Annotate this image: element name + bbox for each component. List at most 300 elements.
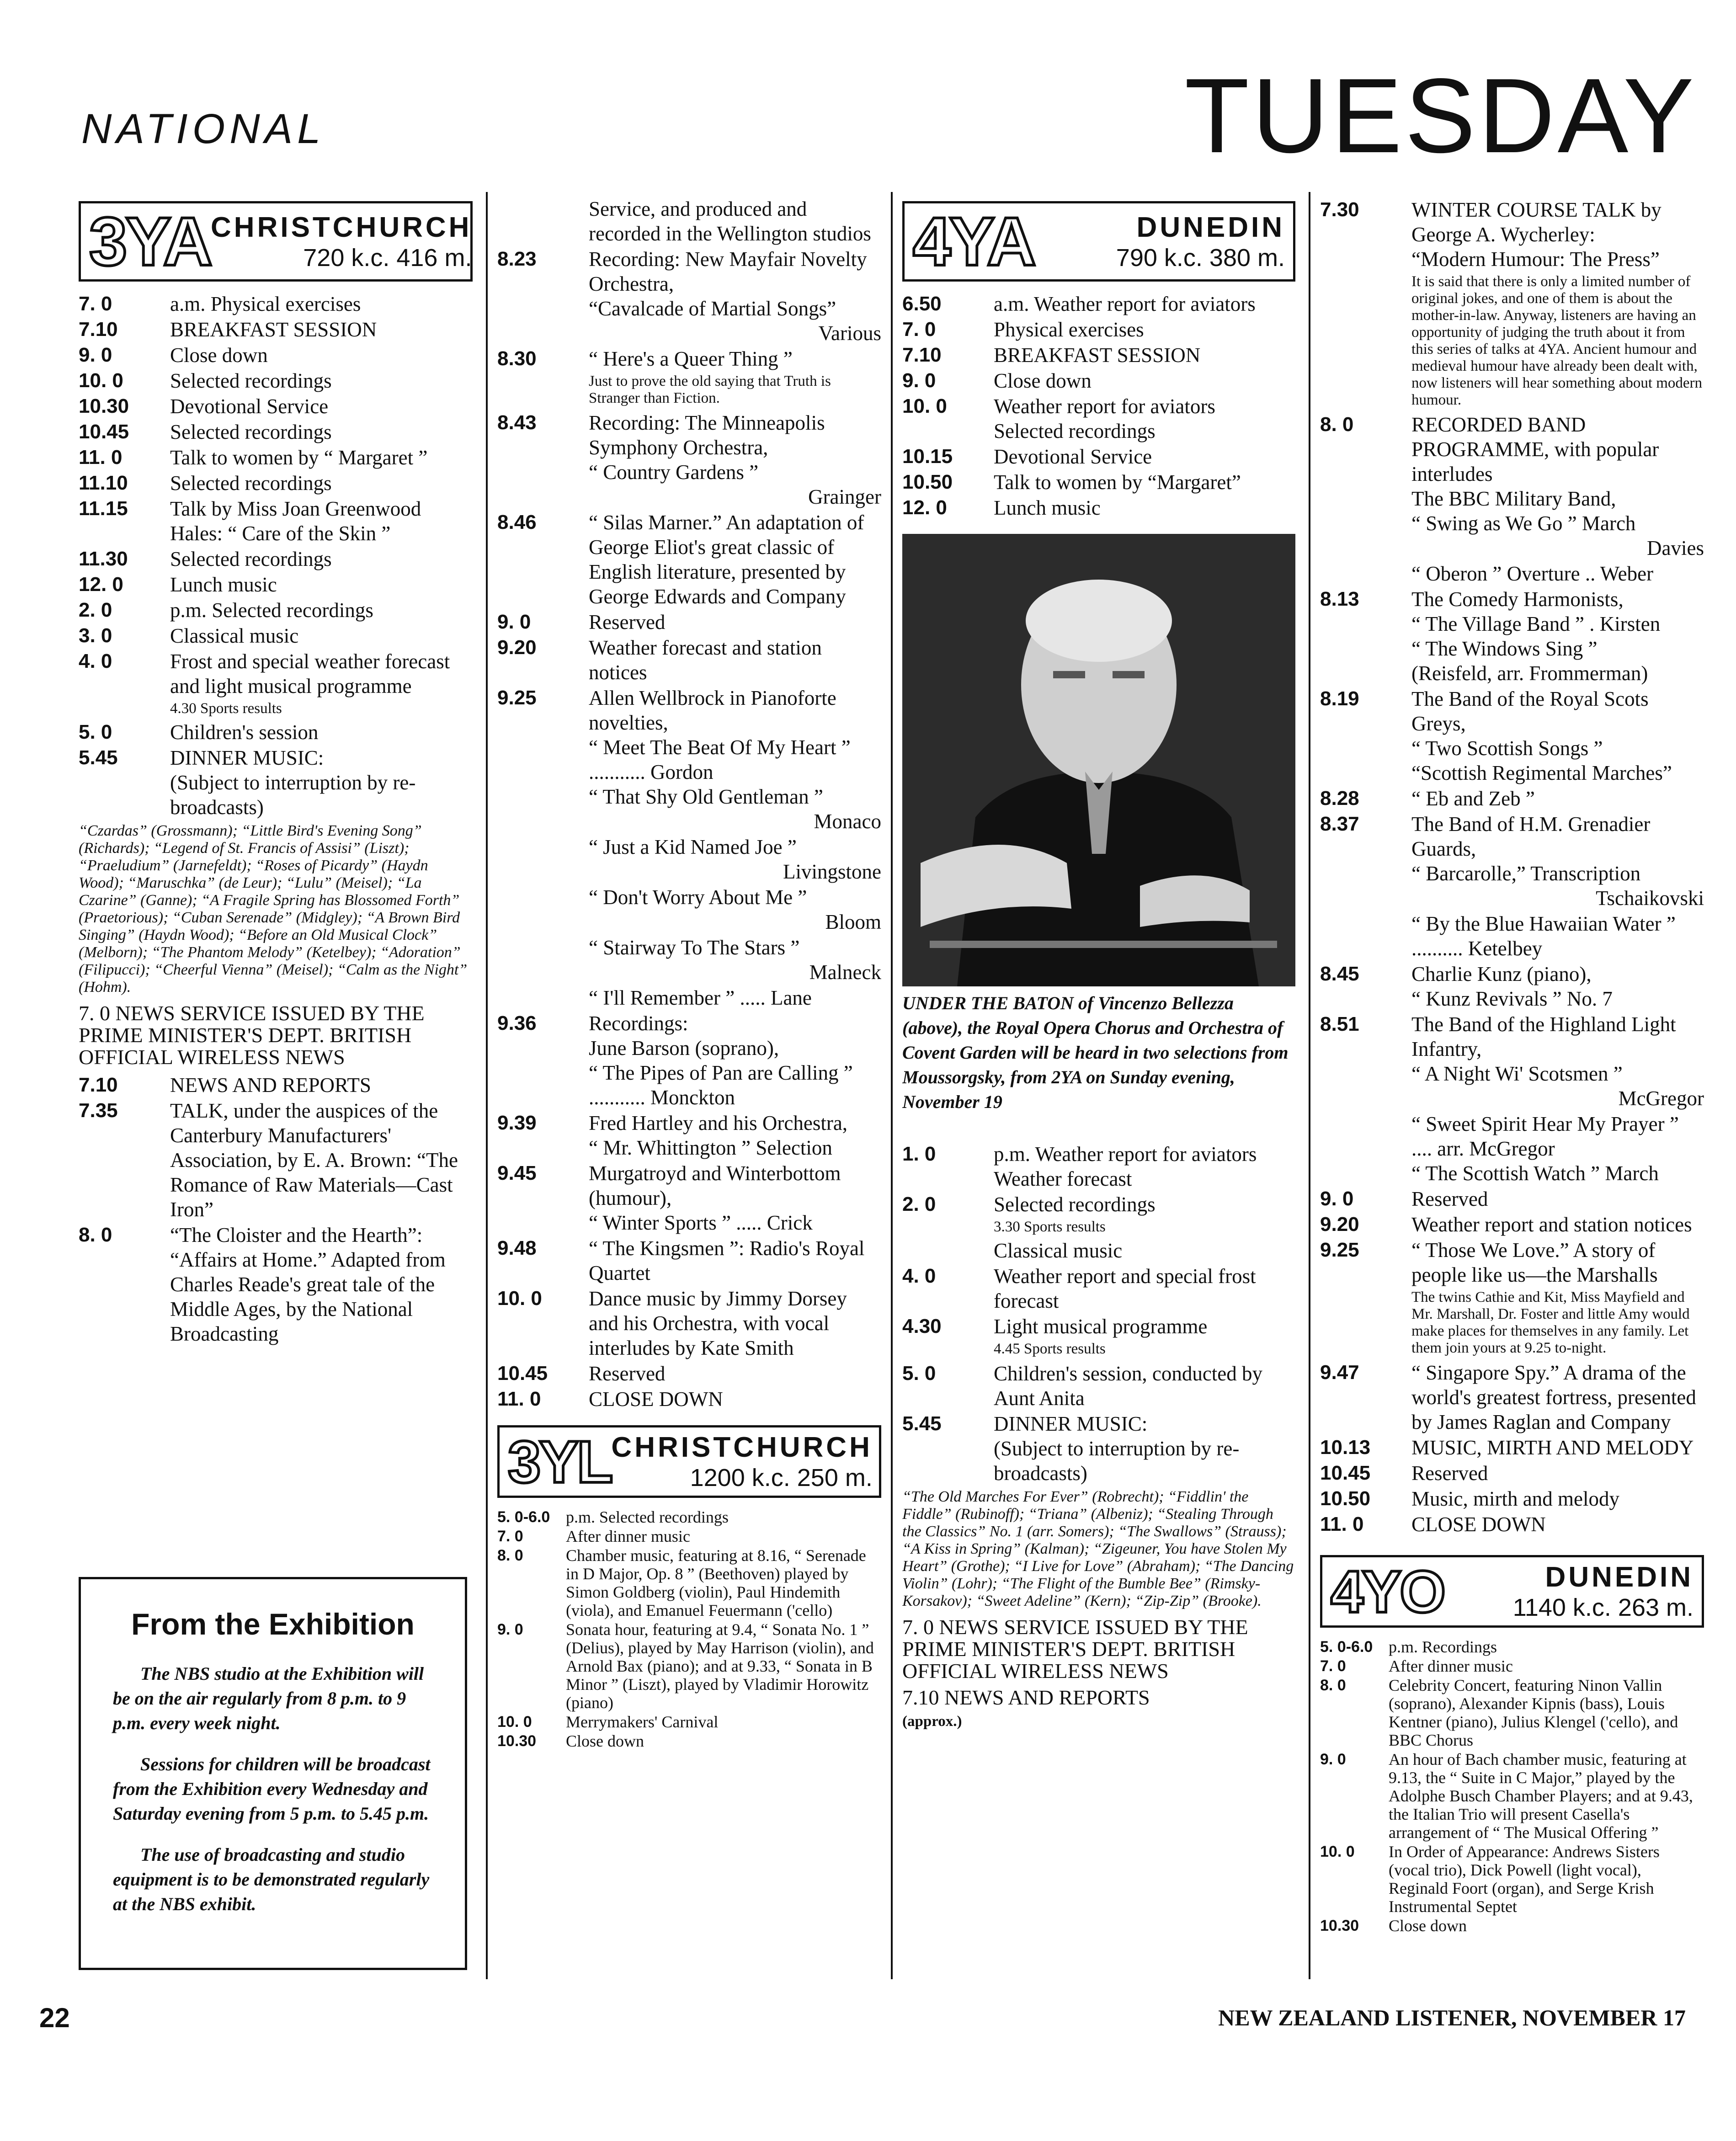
programme-item <box>1389 1676 1704 1749</box>
programme-entry <box>79 547 473 571</box>
programme-title: Allen Wellbrock in Pianoforte novelties, “ Meet The Beat Of My Heart ” ........... Gordon “ That Shy Old Gentleman ” <box>589 687 851 808</box>
programme-entry <box>1320 1360 1704 1434</box>
programme-entry <box>1320 786 1704 811</box>
programme-title: “ By the Blue Hawaiian Water ” .......... Ketelbey <box>1411 912 1676 960</box>
programme-title: Classical music <box>170 624 299 647</box>
programme-time: 9.36 <box>497 1012 537 1034</box>
programme-item <box>170 720 473 745</box>
programme-title: Selected recordings <box>170 548 332 570</box>
programme-item <box>1389 1917 1704 1935</box>
programme-title: TALK, under the auspices of the Canterbury Manufacturers' Association, by E. A. Brown: “The Romance of Raw Materials—Cast Iron” <box>170 1099 458 1221</box>
programme-continuation: Service, and produced and recorded in the Wellington studios <box>589 197 871 245</box>
programme-time: 7.10 <box>79 318 118 341</box>
programme-item <box>170 292 473 316</box>
programme-item <box>1411 1238 1704 1359</box>
programme-note: It is said that there is only a limited number of original jokes, and one of them is about the mother-in-law. Anyway, listeners are having an opportunity of judging the truth about it from this series of talks at 4YA. Ancient humour and medieval humour have already been dealt with, now listeners will hear something about modern humour. <box>1411 273 1703 408</box>
programme-entry <box>1320 1843 1704 1916</box>
programme-item <box>589 510 881 609</box>
programme-time: 11.15 <box>79 497 128 520</box>
station-logo: 3YA <box>89 203 211 280</box>
programme-title: “ Just a Kid Named Joe ” <box>589 836 797 858</box>
programme-title: Classical music <box>994 1239 1123 1262</box>
programme-time: 11.10 <box>79 472 128 494</box>
programme-time: 9.20 <box>1320 1213 1359 1236</box>
programme-item <box>170 420 473 444</box>
programme-entry <box>1320 561 1704 586</box>
programme-title: DINNER MUSIC: (Subject to interruption by re-broadcasts) <box>994 1412 1240 1485</box>
programme-item <box>1389 1638 1704 1656</box>
programme-title: “ Singapore Spy.” A drama of the world's greatest fortress, presented by James Raglan and Company <box>1411 1361 1696 1433</box>
programme-title: Weather report and special frost forecast <box>994 1265 1256 1312</box>
programme-entry <box>1320 1638 1704 1656</box>
programme-item <box>589 1236 881 1285</box>
programme-title: Talk by Miss Joan Greenwood Hales: “ Care of the Skin ” <box>170 497 421 545</box>
programme-item <box>994 394 1295 443</box>
programme-entry <box>79 420 473 444</box>
programme-time: 7.30 <box>1320 198 1359 221</box>
programme-title: “ Silas Marner.” An adaptation of George Eliot's great classic of English literature, presented by George Edwards and Company <box>589 511 864 608</box>
programme-time <box>497 885 589 934</box>
programme-item <box>1411 687 1704 785</box>
programme-entry <box>79 394 473 419</box>
programme-item <box>589 1161 881 1235</box>
dinner-music-list: “The Old Marches For Ever” (Robrecht); “Fiddlin' the Fiddle” (Rubinoff); “Triana” (Albeniz); “Stealing Through the Classics” No. 1 (arr. Somers); “The Swallows” (Strauss); “A Kiss in Spring” (Kalman); “Zigeuner, You have Stolen My Heart” (Grothe); “I Live for Love” (Abraham); “The Dancing Violin” (Lohr); “The Flight of the Bumble Bee” (Rimsky-Korsakov); “Sweet Adeline” (Kern); “Zip-Zip” (Brooke). <box>902 1488 1294 1609</box>
programme-time: 9. 0 <box>902 369 936 392</box>
programme-composer: Monaco <box>814 810 881 833</box>
programme-time: 8.28 <box>1320 787 1359 810</box>
programme-item <box>170 496 473 546</box>
programme-entry <box>79 746 473 820</box>
programme-time: 2. 0 <box>902 1193 936 1215</box>
programme-title: “ Eb and Zeb ” <box>1411 787 1535 810</box>
programme-title: “ Oberon ” Overture .. Weber <box>1411 562 1654 585</box>
programme-item <box>1411 1486 1704 1511</box>
programme-title: Weather forecast and station notices <box>589 636 822 684</box>
column-4ya <box>902 197 1295 1979</box>
programme-entry <box>1320 1461 1704 1486</box>
programme-item <box>1411 561 1704 586</box>
programme-title: Fred Hartley and his Orchestra, “ Mr. Whittington ” Selection <box>589 1112 848 1159</box>
programme-title: Close down <box>994 369 1092 392</box>
programme-title: “ Here's a Queer Thing ” <box>589 347 793 370</box>
programme-title: Physical exercises <box>994 318 1144 341</box>
programme-item <box>589 410 881 509</box>
programme-time: 9.25 <box>1320 1239 1359 1261</box>
programme-entry <box>497 346 881 410</box>
news-reports: 7.10 NEWS AND REPORTS <box>902 1686 1150 1709</box>
programme-time: 10. 0 <box>497 1713 532 1731</box>
programme-entry <box>1320 687 1704 785</box>
programme-entry <box>1320 1212 1704 1237</box>
column-3ya-continued <box>497 197 881 1979</box>
column-3ya <box>79 197 473 1572</box>
programme-entry <box>497 1620 881 1712</box>
station-header-3yl <box>497 1425 881 1498</box>
programme-item <box>589 1011 881 1110</box>
programme-item <box>170 471 473 495</box>
programme-title: “ Stairway To The Stars ” <box>589 936 800 959</box>
programme-title: Weather report for aviators Selected recordings <box>994 395 1215 442</box>
programme-item <box>170 649 473 698</box>
programme-entry <box>902 495 1295 520</box>
programme-item <box>589 1286 881 1360</box>
exhibition-box <box>79 1577 467 1970</box>
programme-item <box>994 317 1295 342</box>
programme-entry <box>497 1546 881 1619</box>
programme-time: 7.35 <box>79 1099 118 1122</box>
programme-entry <box>497 510 881 609</box>
programme-time: 7. 0 <box>79 293 112 315</box>
programme-time: 10.30 <box>1320 1917 1359 1934</box>
programme-title: p.m. Weather report for aviators Weather forecast <box>994 1143 1257 1190</box>
programme-time: 10.15 <box>902 445 953 468</box>
programme-item <box>566 1508 881 1526</box>
programme-entry <box>497 1236 881 1285</box>
programme-entry <box>497 1508 881 1526</box>
station-frequency: 720 k.c. 416 m. <box>303 244 472 272</box>
programme-title: BREAKFAST SESSION <box>994 344 1201 367</box>
programme-time: 10. 0 <box>497 1287 542 1310</box>
programme-time: 10.30 <box>497 1732 537 1750</box>
programme-list <box>79 292 473 698</box>
programme-entry <box>497 1111 881 1160</box>
programme-time: 1. 0 <box>902 1143 936 1165</box>
column-divider <box>891 192 893 1979</box>
programme-composer: Tschaikovski <box>1596 887 1704 910</box>
programme-list <box>902 292 1295 520</box>
programme-entry <box>1320 197 1704 411</box>
programme-title: CLOSE DOWN <box>1411 1513 1546 1536</box>
programme-item <box>1411 587 1704 686</box>
column-divider <box>1309 192 1310 1979</box>
programme-time: 8.19 <box>1320 687 1359 710</box>
programme-entry <box>79 445 473 470</box>
programme-list <box>79 720 473 820</box>
programme-item <box>589 610 881 634</box>
programme-time: 11. 0 <box>1320 1513 1364 1535</box>
programme-entry <box>902 1361 1295 1411</box>
programme-entry <box>79 471 473 495</box>
programme-entry <box>79 623 473 648</box>
programme-title: Frost and special weather forecast and light musical programme <box>170 650 450 698</box>
programme-entry <box>497 635 881 685</box>
programme-title: Weather report and station notices <box>1411 1213 1692 1236</box>
programme-title: a.m. Weather report for aviators <box>994 293 1256 315</box>
station-city: DUNEDIN <box>1545 1561 1693 1593</box>
station-logo: 4YO <box>1331 1558 1444 1625</box>
programme-item <box>170 1098 473 1222</box>
programme-title: Recording: New Mayfair Novelty Orchestra, “Cavalcade of Martial Songs” <box>589 248 867 320</box>
programme-item <box>589 985 881 1010</box>
programme-time: 8.45 <box>1320 963 1359 985</box>
programme-time <box>1320 561 1411 586</box>
programme-title: Chamber music, featuring at 8.16, “ Serenade in D Major, Op. 8 ” (Beethoven) played by Simon Goldberg (violin), Paul Hindemith (viola), and Emanuel Feuermann ('cello) <box>566 1546 866 1619</box>
exhibition-title: From the Exhibition <box>131 1607 415 1641</box>
programme-time: 8.43 <box>497 411 537 434</box>
programme-entry <box>1320 1917 1704 1935</box>
header-day-title: TUESDAY <box>1184 57 1697 175</box>
news-service: 7. 0 NEWS SERVICE ISSUED BY THE PRIME MINISTER'S DEPT. BRITISH OFFICIAL WIRELESS NEWS <box>902 1615 1248 1683</box>
programme-entry <box>902 1264 1295 1313</box>
programme-time: 12. 0 <box>902 496 947 519</box>
programme-title: BREAKFAST SESSION <box>170 318 377 341</box>
programme-time: 9. 0 <box>1320 1751 1346 1768</box>
programme-time: 9. 0 <box>497 611 531 633</box>
programme-time: 8.37 <box>1320 813 1359 835</box>
programme-entry <box>497 410 881 509</box>
programme-composer: McGregor <box>1618 1087 1704 1110</box>
programme-item <box>566 1527 881 1545</box>
programme-time: 2. 0 <box>79 599 112 621</box>
programme-title: Reserved <box>1411 1462 1488 1485</box>
programme-item <box>170 572 473 597</box>
programme-time: 9.48 <box>497 1237 537 1259</box>
programme-list <box>497 247 881 1411</box>
programme-item <box>1411 1012 1704 1111</box>
programme-entry <box>497 610 881 634</box>
programme-time <box>497 835 589 884</box>
programme-item <box>994 1314 1295 1360</box>
programme-item <box>994 1192 1295 1263</box>
programme-title: Charlie Kunz (piano), “ Kunz Revivals ” No. 7 <box>1411 963 1613 1010</box>
programme-entry <box>902 394 1295 443</box>
programme-time: 7.10 <box>902 344 942 366</box>
programme-item <box>589 935 881 985</box>
programme-entry <box>902 292 1295 316</box>
programme-title: Lunch music <box>994 496 1101 519</box>
programme-item <box>994 1411 1295 1486</box>
programme-entry <box>902 1192 1295 1263</box>
programme-title: Children's session <box>170 721 319 744</box>
programme-entry <box>1320 911 1704 961</box>
programme-time: 10.50 <box>1320 1487 1371 1510</box>
programme-title: Talk to women by “Margaret” <box>994 471 1241 494</box>
programme-item <box>170 598 473 623</box>
programme-item <box>994 495 1295 520</box>
programme-time <box>1320 1112 1411 1186</box>
programme-item <box>994 1361 1295 1411</box>
programme-title: After dinner music <box>566 1527 690 1545</box>
programme-entry <box>902 444 1295 469</box>
programme-entry <box>1320 962 1704 1011</box>
programme-entry <box>79 292 473 316</box>
programme-time: 8. 0 <box>1320 1677 1346 1694</box>
photo-caption: UNDER THE BATON of Vincenzo Bellezza (above), the Royal Opera Chorus and Orchestra of Covent Garden will be heard in two selections from Moussorgsky, from 2YA on Sunday evening, November 19 <box>902 993 1289 1112</box>
programme-title: Sonata hour, featuring at 9.4, “ Sonata No. 1 ” (Delius), played by May Harrison (violin), and Arnold Bax (piano); and at 9.33, “ Sonata in B Minor ” (Liszt), played by Vladimir Horowitz (piano) <box>566 1620 874 1712</box>
programme-item <box>1411 197 1704 411</box>
programme-entry <box>1320 587 1704 686</box>
programme-item <box>994 470 1295 495</box>
programme-entry <box>79 343 473 367</box>
programme-title: “ The Kingsmen ”: Radio's Royal Quartet <box>589 1237 865 1284</box>
conductor-photo <box>902 534 1295 986</box>
programme-entry <box>1320 1112 1704 1186</box>
programme-title: An hour of Bach chamber music, featuring at 9.13, the “ Suite in C Major,” played by the Adolphe Busch Chamber Players; and at 9.43, the Italian Trio will present Casella's arrangement of “ The Musical Offering ” <box>1389 1750 1693 1842</box>
programme-entry <box>902 343 1295 367</box>
news-service: 7. 0 NEWS SERVICE ISSUED BY THE PRIME MINISTER'S DEPT. BRITISH OFFICIAL WIRELESS NEWS <box>79 1001 425 1069</box>
programme-time: 9. 0 <box>79 344 112 366</box>
programme-list <box>79 1073 473 1346</box>
programme-time: 9.39 <box>497 1112 537 1134</box>
programme-time: 3. 0 <box>79 624 112 647</box>
programme-time: 5.45 <box>79 746 118 769</box>
programme-composer: Davies <box>1647 537 1704 559</box>
programme-item <box>1411 1187 1704 1211</box>
programme-entry <box>1320 1676 1704 1749</box>
programme-list <box>497 1508 881 1750</box>
programme-item <box>170 1073 473 1097</box>
programme-entry <box>902 317 1295 342</box>
programme-item <box>1411 1112 1704 1186</box>
programme-title: RECORDED BAND PROGRAMME, with popular interludes The BBC Military Band, “ Swing as We Go ” March <box>1411 413 1659 535</box>
programme-title: Merrymakers' Carnival <box>566 1713 719 1731</box>
programme-note: 4.30 Sports results <box>170 700 282 717</box>
programme-item <box>170 1223 473 1346</box>
station-frequency: 790 k.c. 380 m. <box>1116 244 1285 272</box>
programme-time: 8. 0 <box>1320 413 1354 436</box>
programme-title: Selected recordings <box>170 472 332 495</box>
programme-entry <box>497 1713 881 1731</box>
programme-list <box>1320 197 1704 1537</box>
programme-entry <box>1320 812 1704 911</box>
programme-time: 12. 0 <box>79 573 123 596</box>
programme-time: 5. 0-6.0 <box>497 1508 550 1526</box>
programme-entry <box>497 686 881 834</box>
programme-title: Music, mirth and melody <box>1411 1487 1619 1510</box>
programme-time: 4. 0 <box>902 1265 936 1287</box>
conductor-portrait-icon <box>902 534 1295 986</box>
column-divider <box>486 192 488 1979</box>
programme-entry <box>497 1286 881 1360</box>
programme-entry <box>497 985 881 1010</box>
programme-item <box>566 1546 881 1619</box>
programme-time: 9. 0 <box>1320 1188 1354 1210</box>
programme-entry <box>79 572 473 597</box>
programme-time: 5.45 <box>902 1412 942 1435</box>
publication-line: NEW ZEALAND LISTENER, NOVEMBER 17 <box>1218 2005 1686 2030</box>
programme-item <box>994 343 1295 367</box>
programme-entry <box>79 317 473 342</box>
programme-item <box>1389 1657 1704 1675</box>
programme-item <box>1411 1461 1704 1486</box>
programme-title: Recording: The Minneapolis Symphony Orchestra, “ Country Gardens ” <box>589 411 825 484</box>
programme-time: 10. 0 <box>1320 1843 1355 1860</box>
programme-item <box>170 547 473 571</box>
programme-item <box>1411 911 1704 961</box>
programme-title: Celebrity Concert, featuring Ninon Vallin (soprano), Alexander Kipnis (bass), Louis Kentner (piano), Julius Klengel ('cello), and BBC Chorus <box>1389 1676 1678 1749</box>
programme-time: 5. 0-6.0 <box>1320 1638 1373 1656</box>
programme-note: The twins Cathie and Kit, Miss Mayfield and Mr. Marshall, Dr. Foster and little Amy would make places for themselves in any family. Let them join yours at 9.25 to-night. <box>1411 1289 1690 1356</box>
programme-entry <box>79 1098 473 1222</box>
programme-item <box>589 686 881 834</box>
programme-composer: Various <box>818 322 881 345</box>
programme-item <box>170 746 473 820</box>
programme-time: 8.51 <box>1320 1013 1359 1035</box>
programme-time: 9. 0 <box>497 1621 523 1638</box>
programme-title: Recordings: June Barson (soprano), “ The Pipes of Pan are Calling ” ........... Monckton <box>589 1012 853 1109</box>
programme-entry <box>902 1411 1295 1486</box>
programme-time: 9.47 <box>1320 1361 1359 1384</box>
programme-item <box>566 1732 881 1750</box>
programme-item <box>1411 786 1704 811</box>
programme-title: WINTER COURSE TALK by George A. Wycherley: “Modern Humour: The Press” <box>1411 198 1661 271</box>
programme-item <box>589 346 881 410</box>
programme-title: Selected recordings <box>994 1193 1156 1216</box>
programme-time: 8. 0 <box>79 1224 112 1246</box>
station-logo: 4YA <box>913 203 1035 280</box>
programme-entry <box>1320 1657 1704 1675</box>
programme-time: 10.13 <box>1320 1436 1371 1459</box>
programme-title: CLOSE DOWN <box>589 1388 723 1411</box>
programme-entry <box>497 935 881 985</box>
programme-time <box>1320 911 1411 961</box>
programme-title: Close down <box>566 1732 644 1750</box>
programme-entry <box>79 368 473 393</box>
station-logo: 3YL <box>508 1428 612 1495</box>
programme-time: 8.46 <box>497 511 537 533</box>
programme-title: Reserved <box>589 611 666 634</box>
programme-entry <box>79 598 473 623</box>
programme-item <box>1411 812 1704 911</box>
programme-entry <box>79 496 473 546</box>
programme-item <box>1411 1512 1704 1537</box>
programme-time: 10.45 <box>497 1362 548 1385</box>
programme-title: NEWS AND REPORTS <box>170 1074 371 1097</box>
programme-item <box>589 1361 881 1386</box>
programme-time: 8. 0 <box>497 1547 523 1564</box>
programme-title: Devotional Service <box>994 445 1152 468</box>
programme-title: Lunch music <box>170 573 277 596</box>
programme-entry <box>497 1387 881 1411</box>
station-city: CHRISTCHURCH <box>611 1432 873 1463</box>
programme-time: 7. 0 <box>497 1528 523 1545</box>
station-header-4ya <box>902 201 1295 282</box>
programme-title: “ Those We Love.” A story of people like us—the Marshalls <box>1411 1239 1658 1286</box>
programme-title: Devotional Service <box>170 395 329 418</box>
programme-composer: Grainger <box>808 485 881 508</box>
programme-title: Reserved <box>589 1362 666 1385</box>
programme-item <box>1411 1212 1704 1237</box>
programme-entry <box>497 1361 881 1386</box>
station-frequency: 1140 k.c. 263 m. <box>1512 1594 1693 1621</box>
station-header-4yo <box>1320 1555 1704 1628</box>
programme-entry <box>1320 1750 1704 1842</box>
programme-title: a.m. Physical exercises <box>170 293 361 315</box>
programme-title: Murgatroyd and Winterbottom (humour), “ Winter Sports ” ..... Crick <box>589 1162 841 1234</box>
header-section-label: NATIONAL <box>81 106 325 152</box>
programme-title: Close down <box>170 344 268 367</box>
programme-time: 9.45 <box>497 1162 537 1184</box>
column-4ya-continued <box>1320 197 1704 1979</box>
programme-time: 10.30 <box>79 395 129 417</box>
programme-title: Close down <box>1389 1917 1467 1935</box>
programme-time <box>497 985 589 1010</box>
programme-title: DINNER MUSIC: (Subject to interruption by re-broadcasts) <box>170 746 416 819</box>
programme-entry <box>497 247 881 346</box>
programme-title: Selected recordings <box>170 421 332 443</box>
programme-time: 8.13 <box>1320 588 1359 610</box>
programme-time: 8.23 <box>497 248 537 270</box>
page-number: 22 <box>39 2003 70 2033</box>
programme-title: The Band of the Highland Light Infantry, “ A Night Wi' Scotsmen ” <box>1411 1013 1676 1085</box>
programme-time: 10.45 <box>1320 1462 1371 1484</box>
programme-item <box>994 1264 1295 1313</box>
programme-time: 7. 0 <box>902 318 936 341</box>
programme-entry <box>497 1732 881 1750</box>
exhibition-paragraph: Sessions for children will be broadcast from the Exhibition every Wednesday and Saturday evening from 5 p.m. to 5.45 p.m. <box>113 1754 431 1824</box>
programme-entry <box>902 1314 1295 1360</box>
programme-composer: Bloom <box>825 911 881 933</box>
